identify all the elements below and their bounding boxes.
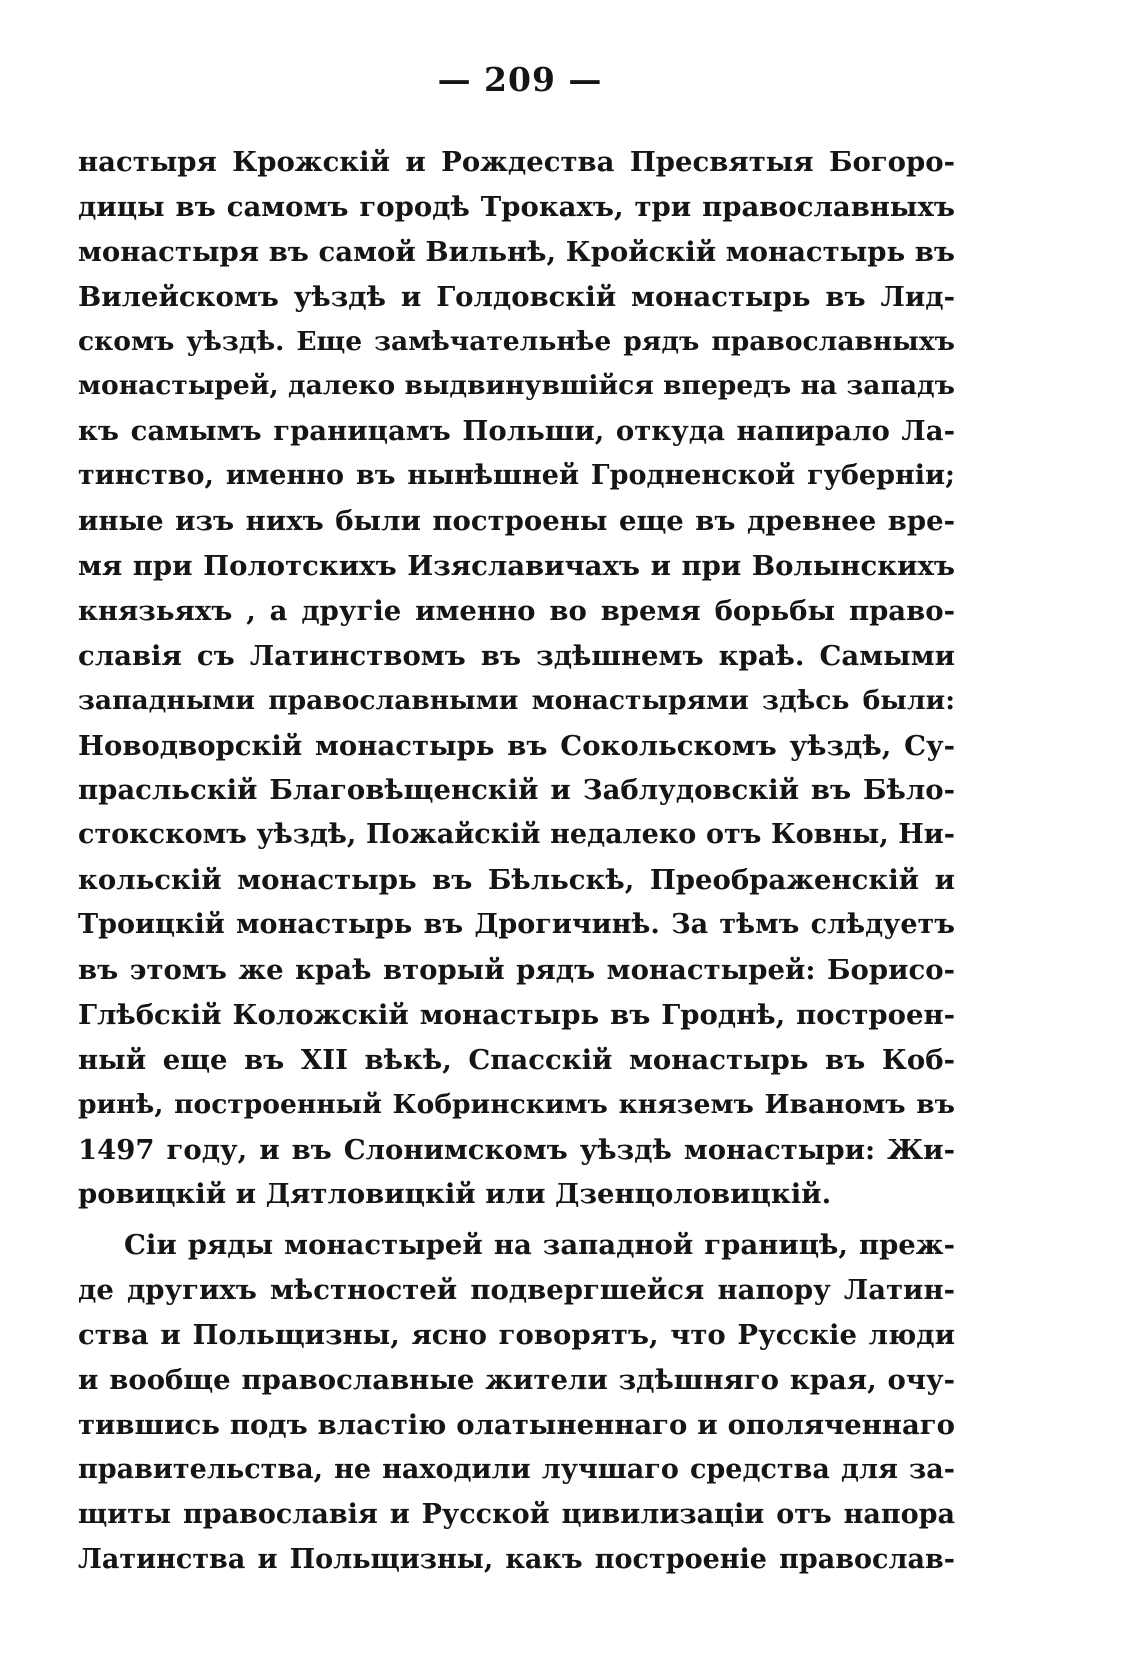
text-line: и вообще православные жители здѣшняго края, очу- (78, 1364, 955, 1397)
page-number: — 209 — (437, 60, 603, 99)
paragraph-2 (78, 1223, 955, 1582)
text-line: западными православными монастырями здѣсь были: (78, 684, 955, 716)
text-line: мя при Полотскихъ Изяславичахъ и при Волынскихъ (78, 550, 955, 583)
text-line: тинство, именно въ нынѣшней Гродненской губерніи; (78, 460, 955, 492)
text-line: ства и Польщизны, ясно говорятъ, что Русскіе люди (78, 1319, 955, 1352)
paragraph-1 (78, 140, 955, 1217)
text-line: къ самымъ границамъ Польши, откуда напирало Ла- (78, 415, 955, 448)
text-line: щиты православія и Русской цивилизаціи отъ напора (78, 1498, 955, 1530)
text-line: Вилейскомъ уѣздѣ и Голдовскій монастырь въ Лид- (78, 280, 955, 313)
text-line: Сіи ряды монастырей на западной границѣ, преж- (124, 1229, 955, 1262)
text-line: монастырей, далеко выдвинувшійся впередъ на западъ (78, 370, 955, 402)
body-text (78, 140, 955, 1583)
text-line: иные изъ нихъ были построены еще въ древнее вре- (78, 505, 955, 538)
text-line: стокскомъ уѣздѣ, Пожайскій недалеко отъ Ковны, Ни- (78, 819, 955, 851)
text-line: ный еще въ XII вѣкѣ, Спасскій монастырь въ Коб- (78, 1043, 955, 1076)
text-line: монастыря въ самой Вильнѣ, Кройскій монастырь въ (78, 235, 955, 268)
text-line: кольскій монастырь въ Бѣльскѣ, Преображенскій и (78, 864, 955, 897)
text-line: правительства, не находили лучшаго средства для за- (78, 1453, 955, 1485)
text-line: настыря Крожскій и Рождества Пресвятыя Богоро- (78, 146, 955, 178)
text-line: Глѣбскій Коложскій монастырь въ Гроднѣ, построен- (78, 998, 955, 1031)
text-line: ровицкій и Дятловицкій или Дзенцоловицкій. (78, 1178, 832, 1211)
text-line: славія съ Латинствомъ въ здѣшнемъ краѣ. Самыми (78, 639, 955, 672)
text-line: тившись подъ властію олатыненнаго и ополяченнаго (78, 1408, 955, 1441)
text-line: Латинства и Польщизны, какъ построеніе православ- (78, 1543, 955, 1575)
text-line: скомъ уѣздѣ. Еще замѣчательнѣе рядъ православныхъ (78, 325, 955, 357)
text-line: князьяхъ , а другіе именно во время борьбы право- (78, 594, 955, 627)
text-line: прасльскій Благовѣщенскій и Заблудовскій въ Бѣло- (78, 774, 955, 807)
text-line: ринѣ, построенный Кобринскимъ княземъ Иваномъ въ (78, 1088, 955, 1120)
text-line: въ этомъ же краѣ вторый рядъ монастырей: Борисо- (78, 954, 955, 987)
text-line: дицы въ самомъ городѣ Трокахъ, три православныхъ (78, 190, 955, 223)
text-line: Новодворскій монастырь въ Сокольскомъ уѣздѣ, Су- (78, 729, 955, 762)
text-line: де другихъ мѣстностей подвергшейся напору Латин- (78, 1274, 955, 1307)
text-line: Троицкій монастырь въ Дрогичинѣ. За тѣмъ слѣдуетъ (78, 909, 955, 941)
text-line: 1497 году, и въ Слонимскомъ уѣздѣ монастыри: Жи- (78, 1133, 955, 1166)
